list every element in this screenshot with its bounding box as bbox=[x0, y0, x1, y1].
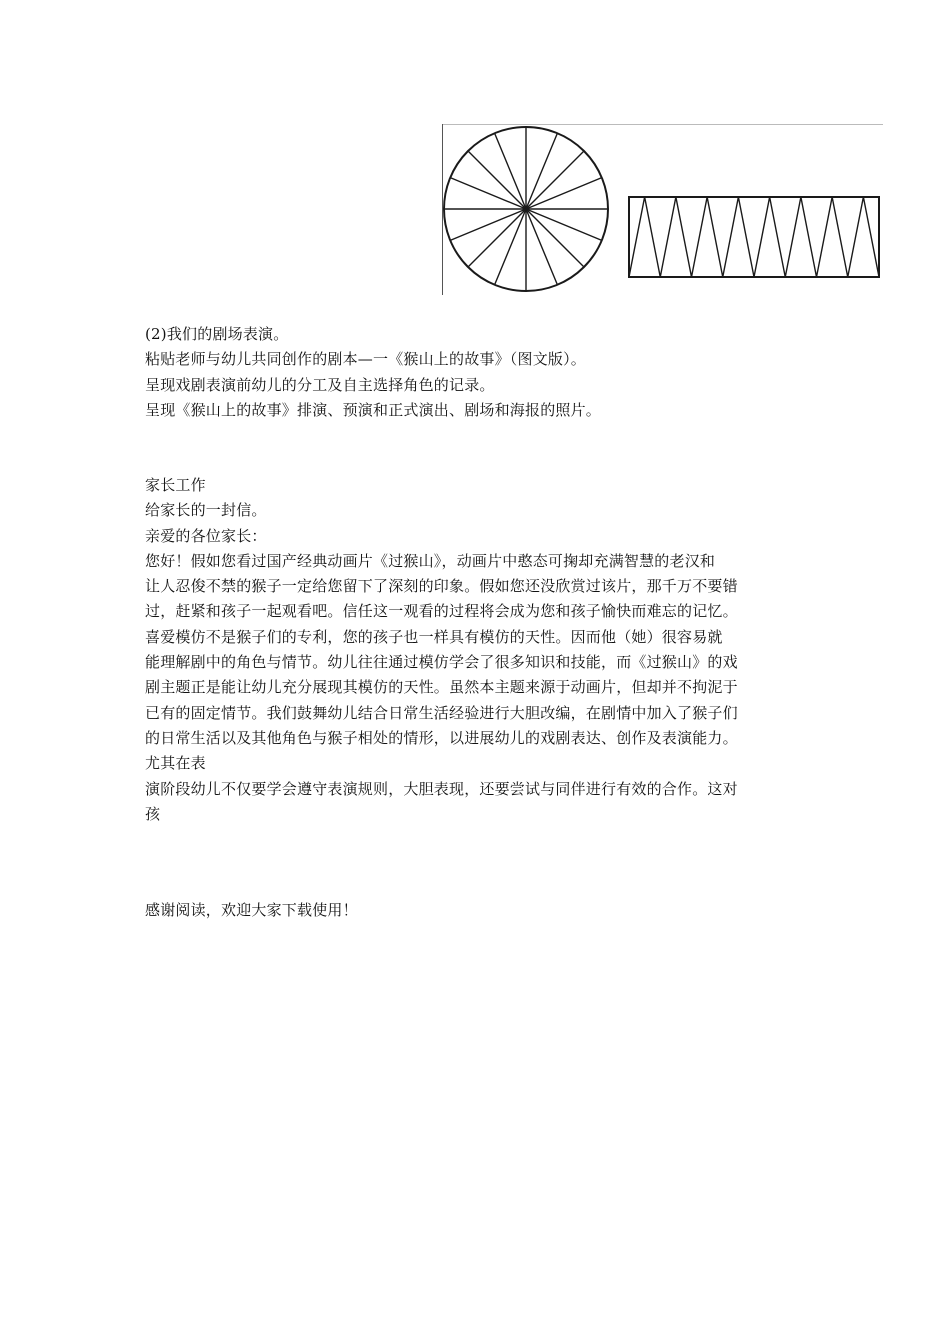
letter-salutation: 亲爱的各位家长： bbox=[145, 526, 267, 545]
letter-body-line: 尤其在表 bbox=[145, 754, 206, 773]
section-title: (2)我们的剧场表演。 bbox=[145, 325, 289, 343]
strip-outline bbox=[629, 197, 879, 277]
letter-heading: 家长工作 bbox=[145, 476, 206, 494]
letter-body-line: 孩 bbox=[145, 804, 161, 823]
letter-body-line: 能理解剧中的角色与情节。幼儿往往通过模仿学会了很多知识和技能，而《过猴山》的戏 bbox=[145, 653, 738, 672]
letter-body-line: 的日常生活以及其他角色与猴子相处的情形，以进展幼儿的戏剧表达、创作及表演能力。 bbox=[145, 728, 738, 747]
letter-body-line: 让人忍俊不禁的猴子一定给您留下了深刻的印象。假如您还没欣赏过该片，那千万不要错 bbox=[145, 577, 738, 596]
letter-body-line: 剧主题正是能让幼儿充分展现其模仿的天性。虽然本主题来源于动画片，但却并不拘泥于 bbox=[145, 678, 738, 697]
letter-body-line: 喜爱模仿不是猴子们的专利，您的孩子也一样具有模仿的天性。因而他（她）很容易就 bbox=[145, 627, 723, 646]
letter-body-line: 演阶段幼儿不仅要学会遵守表演规则，大胆表现，还要尝试与同伴进行有效的合作。这对 bbox=[145, 779, 738, 798]
section-line: 呈现《猴山上的故事》排演、预演和正式演出、剧场和海报的照片。 bbox=[145, 400, 602, 419]
letter-body-line: 已有的固定情节。我们鼓舞幼儿结合日常生活经验进行大胆改编，在剧情中加入了猴子们 bbox=[145, 703, 738, 722]
figure-drawing bbox=[441, 123, 883, 298]
circle-segments-figure bbox=[441, 123, 883, 298]
letter-subheading: 给家长的一封信。 bbox=[145, 501, 267, 520]
strip-zigzag bbox=[629, 197, 879, 277]
section-line: 粘贴老师与幼儿共同创作的剧本—一《猴山上的故事》（图文版）。 bbox=[145, 350, 587, 369]
closing-text: 感谢阅读，欢迎大家下载使用！ bbox=[145, 901, 358, 919]
section-line: 呈现戏剧表演前幼儿的分工及自主选择角色的记录。 bbox=[145, 375, 495, 394]
parent-letter bbox=[145, 473, 820, 827]
letter-body-line: 过，赶紧和孩子一起观看吧。信任这一观看的过程将会成为您和孩子愉快而难忘的记忆。 bbox=[145, 602, 738, 621]
closing-note bbox=[145, 898, 820, 923]
letter-body-line: 您好！假如您看过国产经典动画片《过猴山》，动画片中憨态可掬却充满智慧的老汉和 bbox=[145, 551, 716, 570]
theater-performance-section bbox=[145, 322, 820, 423]
